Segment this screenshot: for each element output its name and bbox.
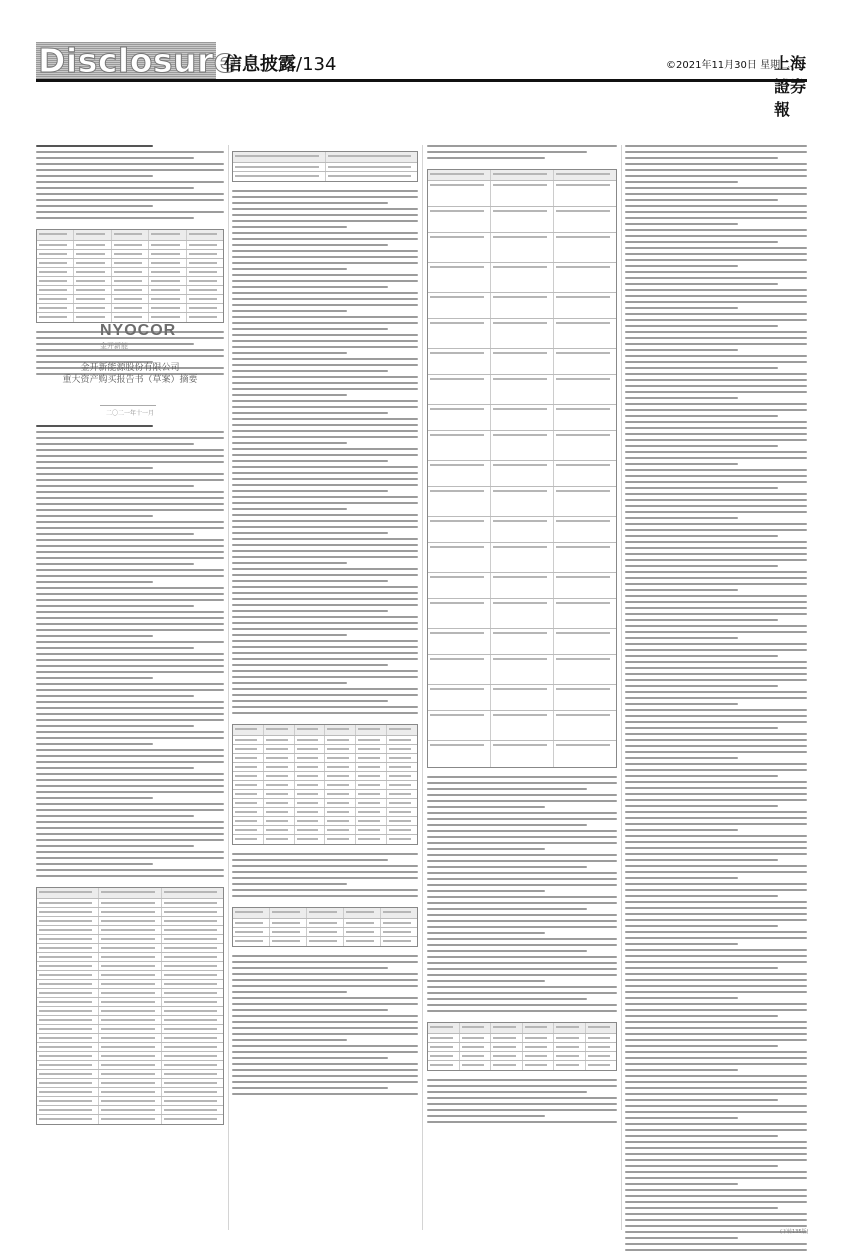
masthead [36, 41, 807, 119]
info-table [232, 151, 418, 182]
valuation-table [232, 907, 418, 947]
page-number: /134 [296, 54, 337, 75]
report-title: 重大资产购买报告书（草案）摘要 [62, 375, 198, 385]
section-title-text: 信息披露 [224, 54, 296, 75]
article-text-2 [427, 776, 617, 1016]
column-3 [625, 145, 807, 1254]
asset-table [232, 724, 418, 845]
article-text-block [36, 145, 224, 223]
column-left-body [36, 425, 224, 1133]
article-text-2 [232, 853, 418, 901]
defined-terms-table [36, 887, 224, 1125]
article-text [232, 190, 418, 718]
column-divider [228, 145, 229, 1230]
brand-logo [36, 41, 237, 80]
article-text-3 [427, 1079, 617, 1127]
article-body [36, 425, 224, 881]
column-2 [427, 145, 617, 1127]
article-text [427, 145, 617, 163]
financial-table [427, 1022, 617, 1071]
logo-subtext: 金开新能 [100, 342, 128, 350]
seal-line [100, 396, 156, 406]
data-table [36, 229, 224, 323]
company-name: 金开新能源股份有限公司 [80, 363, 180, 373]
column-divider [422, 145, 423, 1230]
continuation-note: (下转135版) [780, 1229, 809, 1235]
column-divider [621, 145, 622, 1230]
commitment-table [427, 169, 617, 768]
issue-date: ©2021年11月30日 星期二 [666, 60, 791, 71]
publication-date: 二〇二一年十一月 [105, 410, 154, 417]
logo-mark: NYOCOR [100, 322, 177, 339]
newspaper-name: 上海證券報 [774, 54, 807, 119]
section-title [224, 50, 336, 76]
article-text [625, 145, 807, 1254]
brand-text: Disclosure [38, 41, 237, 80]
column-1 [232, 145, 418, 1099]
article-text-3 [232, 955, 418, 1099]
